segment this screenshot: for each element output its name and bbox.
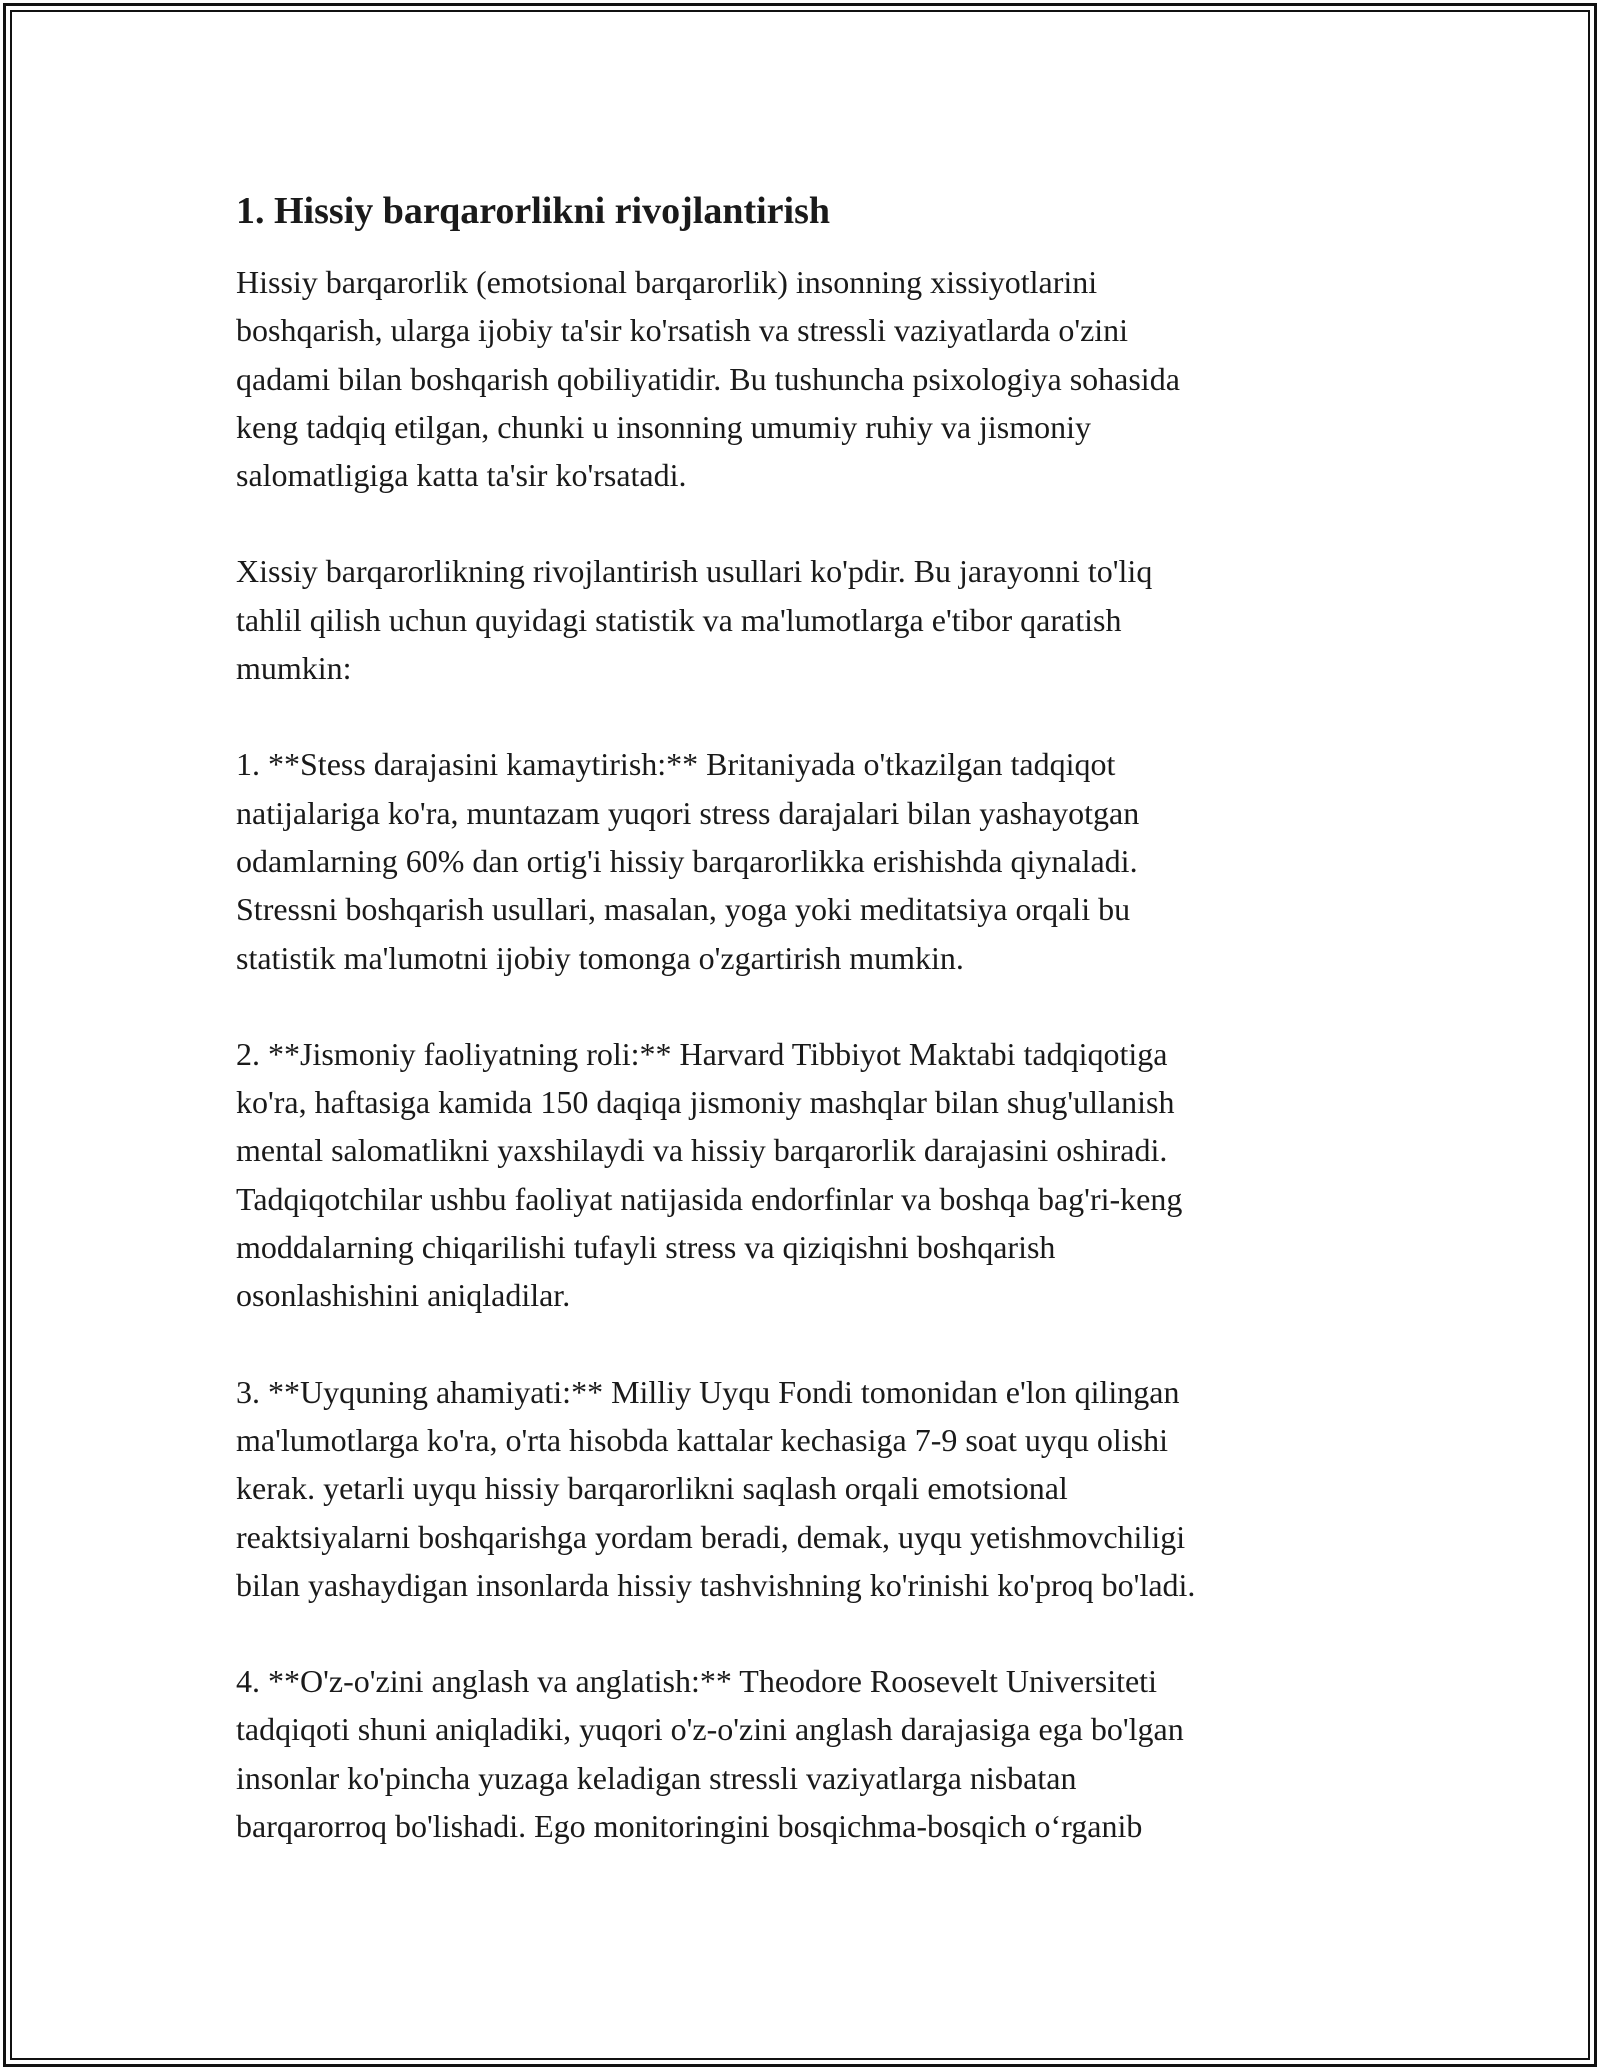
list-item-sleep [236, 1368, 1366, 1609]
list-item-self-awareness [236, 1657, 1366, 1850]
text-line: kerak. yetarli uyqu hissiy barqarorlikni saqlash orqali emotsional [236, 1470, 1068, 1507]
document-body [236, 186, 1366, 1898]
paragraph-methods [236, 547, 1366, 692]
text-line: ma'lumotlarga ko'ra, o'rta hisobda kattalar kechasiga 7-9 soat uyqu olishi [236, 1421, 1169, 1458]
text-line: keng tadqiq etilgan, chunki u insonning umumiy ruhiy va jismoniy [236, 408, 1092, 445]
list-item-physical-activity [236, 1030, 1366, 1320]
text-line: Tadqiqotchilar ushbu faoliyat natijasida endorfinlar va boshqa bag'ri-keng [236, 1180, 1183, 1217]
text-line: insonlar ko'pincha yuzaga keladigan stressli vaziyatlarga nisbatan [236, 1759, 1077, 1796]
text-line: mumkin: [236, 650, 352, 687]
text-line: Hissiy barqarorlik (emotsional barqarorlik) insonning xissiyotlarini [236, 264, 1098, 300]
text-line: Xissiy barqarorlikning rivojlantirish usullari ko'pdir. Bu jarayonni to'liq [236, 553, 1153, 590]
text-line: statistik ma'lumotni ijobiy tomonga o'zgartirish mumkin. [236, 939, 964, 976]
text-line: odamlarning 60% dan ortig'i hissiy barqarorlikka erishishda qiynaladi. [236, 842, 1138, 879]
text-line: qadami bilan boshqarish qobiliyatidir. Bu tushuncha psixologiya sohasida [236, 360, 1180, 397]
text-line: 2. **Jismoniy faoliyatning roli:** Harvard Tibbiyot Maktabi tadqiqotiga [236, 1035, 1168, 1072]
text-line: natijalariga ko'ra, muntazam yuqori stress darajalari bilan yashayotgan [236, 794, 1140, 831]
section-heading: 1. Hissiy barqarorlikni rivojlantirish [236, 190, 831, 232]
text-line: ko'ra, haftasiga kamida 150 daqiqa jismoniy mashqlar bilan shug'ullanish [236, 1084, 1175, 1121]
text-line: bilan yashaydigan insonlarda hissiy tashvishning ko'rinishi ko'proq bo'ladi. [236, 1566, 1196, 1603]
text-line: osonlashishini aniqladilar. [236, 1277, 571, 1314]
text-line: tadqiqoti shuni aniqladiki, yuqori o'z-o'zini anglash darajasiga ega bo'lgan [236, 1711, 1184, 1748]
text-line: reaktsiyalarni boshqarishga yordam beradi, demak, uyqu yetishmovchiligi [236, 1518, 1186, 1555]
text-line: boshqarish, ularga ijobiy ta'sir ko'rsatish va stressli vaziyatlarda o'zini [236, 312, 1129, 349]
text-line: salomatligiga katta ta'sir ko'rsatadi. [236, 457, 687, 494]
text-line: 1. **Stess darajasini kamaytirish:** Britaniyada o'tkazilgan tadqiqot [236, 746, 1116, 783]
paragraph-intro [236, 258, 1366, 499]
text-line: barqarorroq bo'lishadi. Ego monitoringini bosqichma-bosqich o‘rganib [236, 1808, 1143, 1845]
text-line: tahlil qilish uchun quyidagi statistik va ma'lumotlarga e'tibor qaratish [236, 601, 1122, 638]
text-line: Stressni boshqarish usullari, masalan, yoga yoki meditatsiya orqali bu [236, 891, 1131, 928]
text-line: mental salomatlikni yaxshilaydi va hissiy barqarorlik darajasini oshiradi. [236, 1132, 1168, 1169]
text-line: 3. **Uyquning ahamiyati:** Milliy Uyqu Fondi tomonidan e'lon qilingan [236, 1373, 1180, 1410]
list-item-stress [236, 740, 1366, 981]
text-line: moddalarning chiqarilishi tufayli stress va qiziqishni boshqarish [236, 1229, 1056, 1266]
text-line: 4. **O'z-o'zini anglash va anglatish:** Theodore Roosevelt Universiteti [236, 1663, 1157, 1700]
